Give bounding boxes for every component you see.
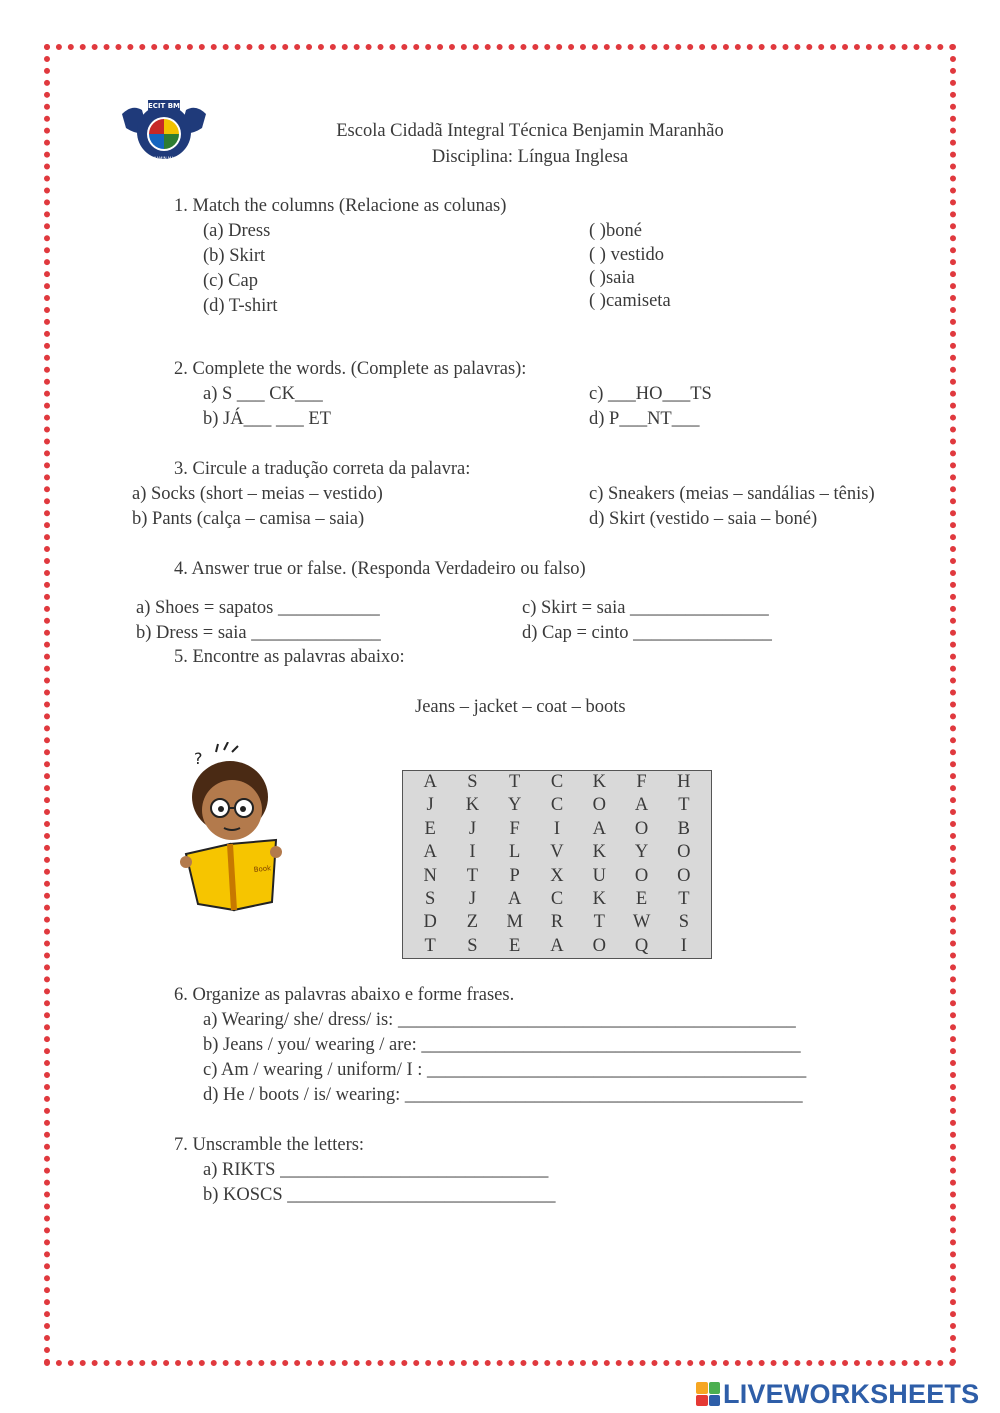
word-search-cell[interactable]: K xyxy=(592,888,606,909)
word-search-cell[interactable]: J xyxy=(468,888,477,909)
q1-left-item: (c) Cap xyxy=(203,271,258,291)
q4-item-d[interactable]: d) Cap = cinto _______________ xyxy=(522,623,772,643)
q1-right-item[interactable]: ( )saia xyxy=(589,268,635,288)
word-search-cell[interactable]: C xyxy=(550,888,564,909)
word-search-cell[interactable]: I xyxy=(553,818,561,839)
word-search-cell[interactable]: O xyxy=(592,935,606,956)
word-search-cell[interactable]: R xyxy=(550,912,564,933)
word-search-cell[interactable]: Y xyxy=(634,842,649,863)
word-search-cell[interactable]: K xyxy=(592,772,606,792)
word-search-cell[interactable]: E xyxy=(635,888,648,909)
word-search-cell[interactable]: C xyxy=(550,772,564,792)
word-search-cell[interactable]: V xyxy=(550,842,564,863)
q6-item-c[interactable]: c) Am / wearing / uniform/ I : _________________________________________ xyxy=(203,1060,807,1080)
word-search-cell[interactable]: S xyxy=(678,912,689,933)
word-search-cell[interactable]: T xyxy=(678,795,690,816)
liveworksheets-brand-name: LIVEWORKSHEETS xyxy=(723,1378,980,1409)
q2-item-d[interactable]: d) P___NT___ xyxy=(589,409,700,429)
q2-item-a[interactable]: a) S ___ CK___ xyxy=(203,384,323,404)
word-search-cell[interactable]: U xyxy=(592,865,606,886)
word-search-cell[interactable]: O xyxy=(677,842,691,863)
q1-right-item[interactable]: ( ) vestido xyxy=(589,245,665,265)
word-search-cell[interactable]: N xyxy=(423,865,437,886)
word-search-cell[interactable]: T xyxy=(593,912,605,933)
q6-item-d[interactable]: d) He / boots / is/ wearing: ___________________________________________ xyxy=(203,1085,803,1105)
q1-title: 1. Match the columns (Relacione as colunas) xyxy=(174,196,507,216)
word-search-cell[interactable]: C xyxy=(550,795,564,816)
q1-left-item: (d) T-shirt xyxy=(203,296,278,316)
subject-name: Disciplina: Língua Inglesa xyxy=(431,147,629,167)
q3-item-c[interactable]: c) Sneakers (meias – sandálias – tênis) xyxy=(589,484,875,504)
word-search-cell[interactable]: O xyxy=(677,865,691,886)
q5-word-list: Jeans – jacket – coat – boots xyxy=(415,697,626,717)
liveworksheets-icon xyxy=(696,1382,720,1406)
word-search-cell[interactable]: A xyxy=(508,888,522,909)
word-search-cell[interactable]: T xyxy=(509,772,521,792)
word-search-cell[interactable]: T xyxy=(424,935,436,956)
school-logo xyxy=(118,96,210,168)
word-search-cell[interactable]: S xyxy=(467,935,478,956)
word-search-cell[interactable]: F xyxy=(509,818,520,839)
q2-item-c[interactable]: c) ___HO___TS xyxy=(589,384,712,404)
q4-title: 4. Answer true or false. (Responda Verdadeiro ou falso) xyxy=(174,559,586,579)
q1-right-item[interactable]: ( )boné xyxy=(589,221,642,241)
q2-item-b[interactable]: b) JÁ___ ___ ET xyxy=(203,409,331,429)
word-search-cell[interactable]: A xyxy=(423,772,437,792)
word-search-cell[interactable]: L xyxy=(509,842,521,863)
book-cover-text: Book xyxy=(253,864,272,874)
q3-item-b[interactable]: b) Pants (calça – camisa – saia) xyxy=(132,509,365,529)
word-search-cell[interactable]: S xyxy=(424,888,436,909)
word-search-cell[interactable]: Y xyxy=(508,795,522,816)
word-search-cell[interactable]: J xyxy=(426,795,434,816)
reading-student-illustration xyxy=(172,742,298,914)
q4-item-a[interactable]: a) Shoes = sapatos ___________ xyxy=(136,598,380,618)
q1-left-item: (a) Dress xyxy=(203,221,271,241)
svg-text:?: ? xyxy=(194,749,203,768)
word-search-cell[interactable]: O xyxy=(634,818,649,839)
q3-item-d[interactable]: d) Skirt (vestido – saia – boné) xyxy=(589,509,818,529)
q6-item-a[interactable]: a) Wearing/ she/ dress/ is: ___________________________________________ xyxy=(203,1010,796,1030)
word-search-cell[interactable]: T xyxy=(466,865,479,886)
word-search-cell[interactable]: F xyxy=(636,772,647,792)
word-search-grid xyxy=(402,770,712,959)
word-search-cell[interactable]: M xyxy=(506,912,523,933)
q3-title: 3. Circule a tradução correta da palavra: xyxy=(174,459,471,479)
word-search-cell[interactable]: T xyxy=(678,888,690,909)
word-search-cell[interactable]: K xyxy=(465,795,480,816)
q1-right-item[interactable]: ( )camiseta xyxy=(589,291,671,311)
q3-item-a[interactable]: a) Socks (short – meias – vestido) xyxy=(132,484,383,504)
brand-icon-square xyxy=(709,1395,721,1407)
word-search-cell[interactable]: O xyxy=(634,865,649,886)
q4-item-b[interactable]: b) Dress = saia ______________ xyxy=(136,623,381,643)
word-search-cell[interactable]: A xyxy=(634,795,649,816)
logo-text: ECIT BM xyxy=(147,102,181,110)
brand-icon-square xyxy=(709,1382,721,1394)
q7-title: 7. Unscramble the letters: xyxy=(174,1135,365,1155)
word-search-cell[interactable]: O xyxy=(592,795,606,816)
brand-icon-square xyxy=(696,1395,708,1407)
word-search-cell[interactable]: Q xyxy=(634,935,649,956)
q5-title: 5. Encontre as palavras abaixo: xyxy=(174,647,405,667)
q7-item-a[interactable]: a) RIKTS _____________________________ xyxy=(203,1160,549,1180)
word-search-cell[interactable]: I xyxy=(469,842,476,863)
brand-icon-square xyxy=(696,1382,708,1394)
word-search-cell[interactable]: K xyxy=(592,842,606,863)
word-search-cell[interactable]: S xyxy=(467,772,478,792)
word-search-cell[interactable]: B xyxy=(677,818,691,839)
school-name: Escola Cidadã Integral Técnica Benjamin Maranhão xyxy=(336,121,724,141)
q2-title: 2. Complete the words. (Complete as palavras): xyxy=(174,359,527,379)
word-search-cell[interactable]: A xyxy=(423,842,437,863)
word-search-cell[interactable]: E xyxy=(424,818,436,839)
word-search-cell[interactable]: H xyxy=(677,772,691,792)
q6-item-b[interactable]: b) Jeans / you/ wearing / are: _________________________________________ xyxy=(203,1035,801,1055)
word-search-cell[interactable]: J xyxy=(468,818,477,839)
word-search-cell[interactable]: Z xyxy=(466,912,479,933)
q7-item-b[interactable]: b) KOSCS _____________________________ xyxy=(203,1185,556,1205)
q4-item-c[interactable]: c) Skirt = saia _______________ xyxy=(522,598,769,618)
word-search-cell[interactable]: I xyxy=(680,935,687,956)
logo-ring-text: ECIT BENJAMIN MARANHÃO xyxy=(136,156,192,161)
word-search-cell[interactable]: W xyxy=(632,912,651,933)
word-search-cell[interactable]: D xyxy=(423,912,437,933)
word-search-cell[interactable]: X xyxy=(550,865,564,886)
q6-title: 6. Organize as palavras abaixo e forme frases. xyxy=(174,985,515,1005)
word-search-cell[interactable]: A xyxy=(592,818,606,839)
q1-left-item: (b) Skirt xyxy=(203,246,266,266)
word-search-cell[interactable]: A xyxy=(550,935,564,956)
liveworksheets-logo[interactable] xyxy=(696,1378,979,1410)
word-search-cell[interactable]: P xyxy=(509,865,520,886)
word-search-cell[interactable]: E xyxy=(509,935,521,956)
